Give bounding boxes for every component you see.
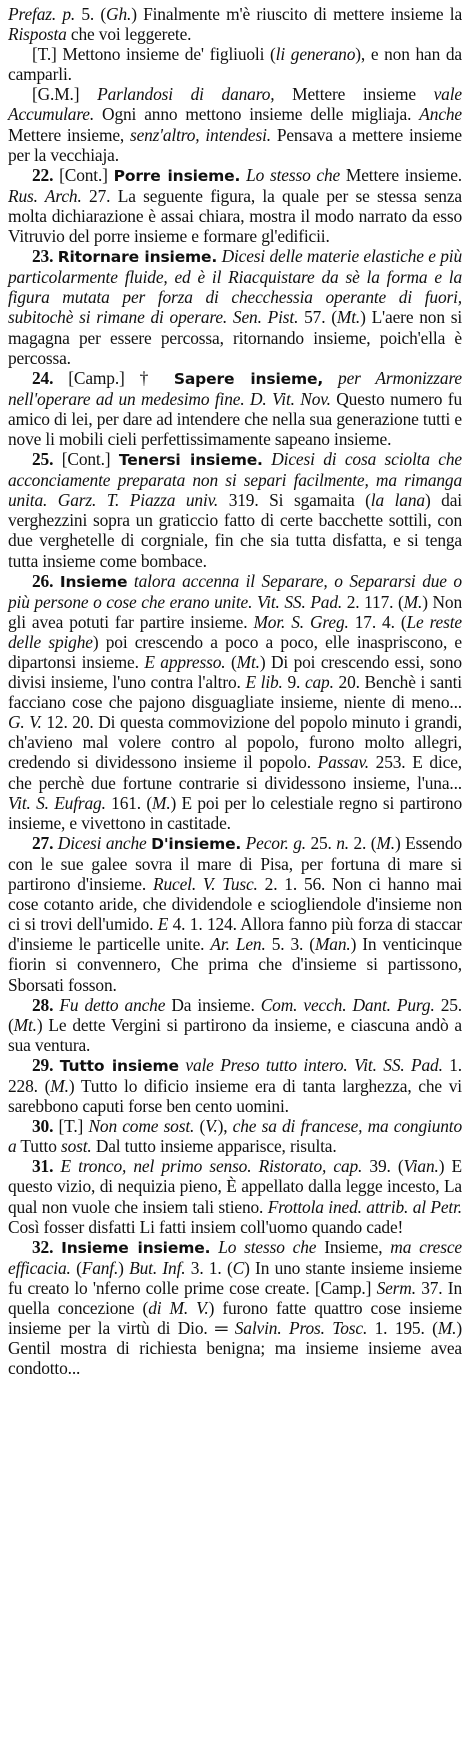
- entry-paragraph-12: 30. [T.] Non come sost. (V.), che sa di francese, ma congiunto a Tutto sost. Dal tutto insieme apparisce, risulta.: [8, 1116, 463, 1157]
- entry-paragraph-9: 27. Dicesi anche D'insieme. Pecor. g. 25. n. 2. (M.) Essendo con le sue galee sovra il mare di Pisa, per fortuna di mare si partirono d'insieme. Rucel. V. Tusc. 2. 1. 56. Non ci hanno mai cose cotanto aride, che dividendole e sciogliendole d'insieme non ci si trovi dell'umido. E 4. 1. 124. Allora fanno più forza di staccar d'insieme le particelle unite. Ar. Len. 5. 3. (Man.) In venticinque fiorin si convennero, Che prima che d'insieme si partissono, Sborsati fosson.: [8, 832, 463, 995]
- entry-paragraph-4: 22. [Cont.] Porre insieme. Lo stesso che Mettere insieme. Rus. Arch. 27. La seguente figura, la quale per se stessa senza molta dichiarazione è assai chiara, mostra il modo narrato da esso Vitruvio del porre insieme e formare gl'edificii.: [8, 164, 462, 247]
- entry-paragraph-7: 25. [Cont.] Tenersi insieme. Dicesi di cosa sciolta che acconciamente preparata non si separi facilmente, ma rimanga unita. Garz. T. Piazza univ. 319. Si sgamaita (la lana) dai verghezzini sopra un graticcio fatto di certe bacchette sottili, con due verghetelle di corgniale, fin che sia tutta disfatta, e si tenga tutta insieme come bombace.: [8, 449, 462, 571]
- entry-paragraph-2: [T.] Mettono insieme de' figliuoli (li generano), e non han da camparli.: [8, 44, 462, 85]
- entry-paragraph-5: 23. Ritornare insieme. Dicesi delle materie elastiche e più particolarmente fluide, ed è il Riacquistare da sè la forma e la figura mutata per forza di checchessia operante di fuori, subitochè si rimane di operare. Sen. Pist. 57. (Mt.) L'aere non si magagna per essere percossa, ritornando insieme, poich'ella è percossa.: [8, 246, 463, 368]
- entry-paragraph-10: 28. Fu detto anche Da insieme. Com. vecch. Dant. Purg. 25. (Mt.) Le dette Vergini si partirono da insieme, e ciascuna andò a sua ventura.: [8, 994, 462, 1055]
- entry-paragraph-6: 24. [Camp.] † Sapere insieme, per Armonizzare nell'operare ad un medesimo fine. D. Vit. Nov. Questo numero fu amico di lei, per dare ad intendere che nella sua generazione tutti e nove li mobili cieli perfettissimamente sapeano insieme.: [8, 367, 463, 449]
- entry-paragraph-11: 29. Tutto insieme vale Preso tutto intero. Vit. SS. Pad. 1. 228. (M.) Tutto lo dificio insieme era di tanta larghezza, che vi sarebbono caputi forse ben cento uomini.: [8, 1054, 462, 1117]
- entry-paragraph-3: [G.M.] Parlandosi di danaro, Mettere insieme vale Accumulare. Ogni anno mettono insieme delle migliaja. Anche Mettere insieme, senz'altro, intendesi. Pensava a mettere insieme per la vecchiaja.: [8, 84, 462, 165]
- entry-paragraph-8: 26. Insieme talora accenna il Separare, o Separarsi due o più persone o cose che erano unite. Vit. SS. Pad. 2. 117. (M.) Non gli avea potuti far partire insieme. Mor. S. Greg. 17. 4. (Le reste delle spighe) poi crescendo a poco a poco, elle inaspriscono, e dipartonsi insieme. E appresso. (Mt.) Di poi crescendo essi, sono divisi insieme, l'uno contra l'altro. E lib. 9. cap. 20. Benchè i santi facciano cose che pajono disguagliate insieme, niente di meno... G. V. 12. 20. Di questa commovizione del popolo minuto i grandi, ch'avieno mal volere contro al popolo, furono molto allegri, credendo si dividessono insieme il popolo. Passav. 253. E dice, che perchè due fortune contrarie si dividessono insieme, l'una... Vit. S. Eufrag. 161. (M.) E poi per lo celestiale regno si partirono insieme, e vivettono in castitade.: [8, 570, 463, 833]
- entry-paragraph-14: 32. Insieme insieme. Lo stesso che Insieme, ma cresce efficacia. (Fanf.) But. Inf. 3. 1. (C) In uno stante insieme insieme fu creato lo 'nferno colle prime cose create. [Camp.] Serm. 37. In quella concezione (di M. V.) furono fatte quattro cose insieme insieme per la virtù di Dio. ═ Salvin. Pros. Tosc. 1. 195. (M.) Gentil mostra di richiesta benigna; ma insieme insieme avea condotto...: [8, 1236, 463, 1379]
- entry-paragraph-1: Prefaz. p. 5. (Gh.) Finalmente m'è riuscito di mettere insieme la Risposta che voi leggerete.: [8, 4, 463, 45]
- entry-paragraph-13: 31. E tronco, nel primo senso. Ristorato, cap. 39. (Vian.) E questo vizio, di nequizia pieno, È appellato dalla legge incesto, La qual non vuole che insiem tali stieno. Frottola ined. attrib. al Petr. Così fosser disfatti Li fatti insiem coll'uomo quando cade!: [8, 1156, 462, 1237]
